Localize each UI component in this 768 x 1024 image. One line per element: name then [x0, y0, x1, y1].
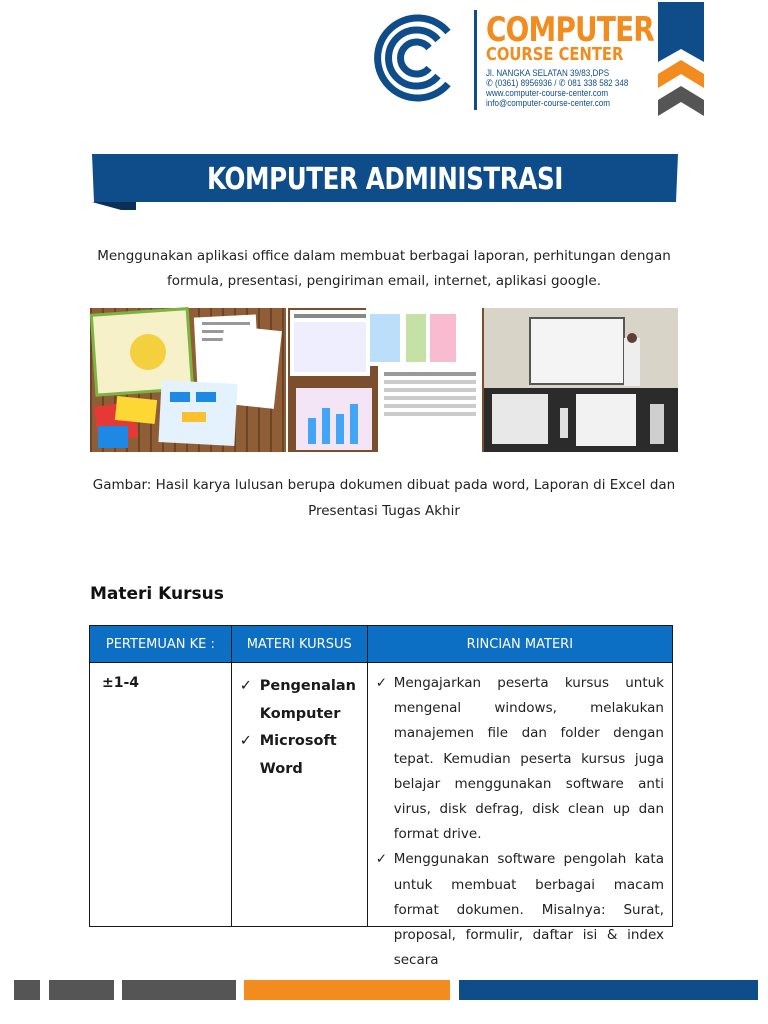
col-header-topic: MATERI KURSUS: [231, 626, 367, 663]
footer-bar-5: [459, 980, 758, 1000]
list-item: ✓ Menggunakan software pengolah kata untuk membuat berbagai macam format dokumen. Misalnya: Surat, proposal, formulir, daftar isi & index secara: [376, 847, 664, 973]
email-link[interactable]: info@computer-course-center.com: [486, 98, 610, 109]
photo-caption: Gambar: Hasil karya lulusan berupa dokumen dibuat pada word, Laporan di Excel dan Presentasi Tugas Akhir: [92, 477, 676, 519]
check-icon: ✓: [375, 851, 388, 868]
meeting-cell: [90, 663, 232, 927]
list-item: ✓ Pengenalan Komputer: [240, 673, 367, 728]
section-title: Materi Kursus: [90, 584, 224, 604]
check-icon: ✓: [239, 733, 252, 749]
brand-name: COMPUTER: [486, 10, 654, 50]
table-row: [90, 663, 673, 927]
footer-bar-4: [244, 980, 450, 1000]
sample-work-photos: [90, 308, 678, 452]
footer-bar-3: [122, 980, 236, 1000]
brand-subtitle: COURSE CENTER: [486, 44, 624, 65]
col-header-meeting: PERTEMUAN KE :: [90, 626, 232, 663]
col-header-details: RINCIAN MATERI: [367, 626, 672, 663]
footer-bar-1: [14, 980, 40, 1000]
topic-list: [232, 673, 367, 783]
course-table: [89, 625, 673, 969]
list-item: ✓ Microsoft Word: [240, 728, 367, 783]
address-text: Jl. NANGKA SELATAN 39/83,DPS: [486, 68, 610, 79]
meeting-number: ±1-4: [102, 675, 140, 691]
logo-divider: [474, 10, 477, 110]
intro-paragraph: Menggunakan aplikasi office dalam membuat berbagai laporan, perhitungan dengan formula, presentasi, pengiriman email, internet, aplikasi google.: [97, 248, 671, 289]
footer-bar-2: [49, 980, 114, 1000]
topic-cell: [231, 663, 367, 927]
page-title: KOMPUTER ADMINISTRASI: [206, 161, 564, 197]
logo-rings-icon: [368, 8, 468, 108]
details-cell: [367, 663, 672, 969]
check-icon: ✓: [239, 678, 252, 694]
check-icon: ✓: [375, 675, 388, 691]
detail-list: [368, 671, 672, 973]
table-header-row: [90, 626, 673, 663]
website-link[interactable]: www.computer-course-center.com: [486, 88, 609, 99]
list-item: ✓ Mengajarkan peserta kursus untuk mengenal windows, melakukan manajemen file dan folder dengan tepat. Kemudian peserta kursus juga belajar menggunakan software anti virus, disk defrag, disk clean up dan format drive.: [376, 671, 664, 847]
phone-text: ✆ (0361) 8956936 / ✆ 081 338 582 348: [486, 78, 629, 89]
chevron-ribbon-icon: [658, 2, 704, 116]
